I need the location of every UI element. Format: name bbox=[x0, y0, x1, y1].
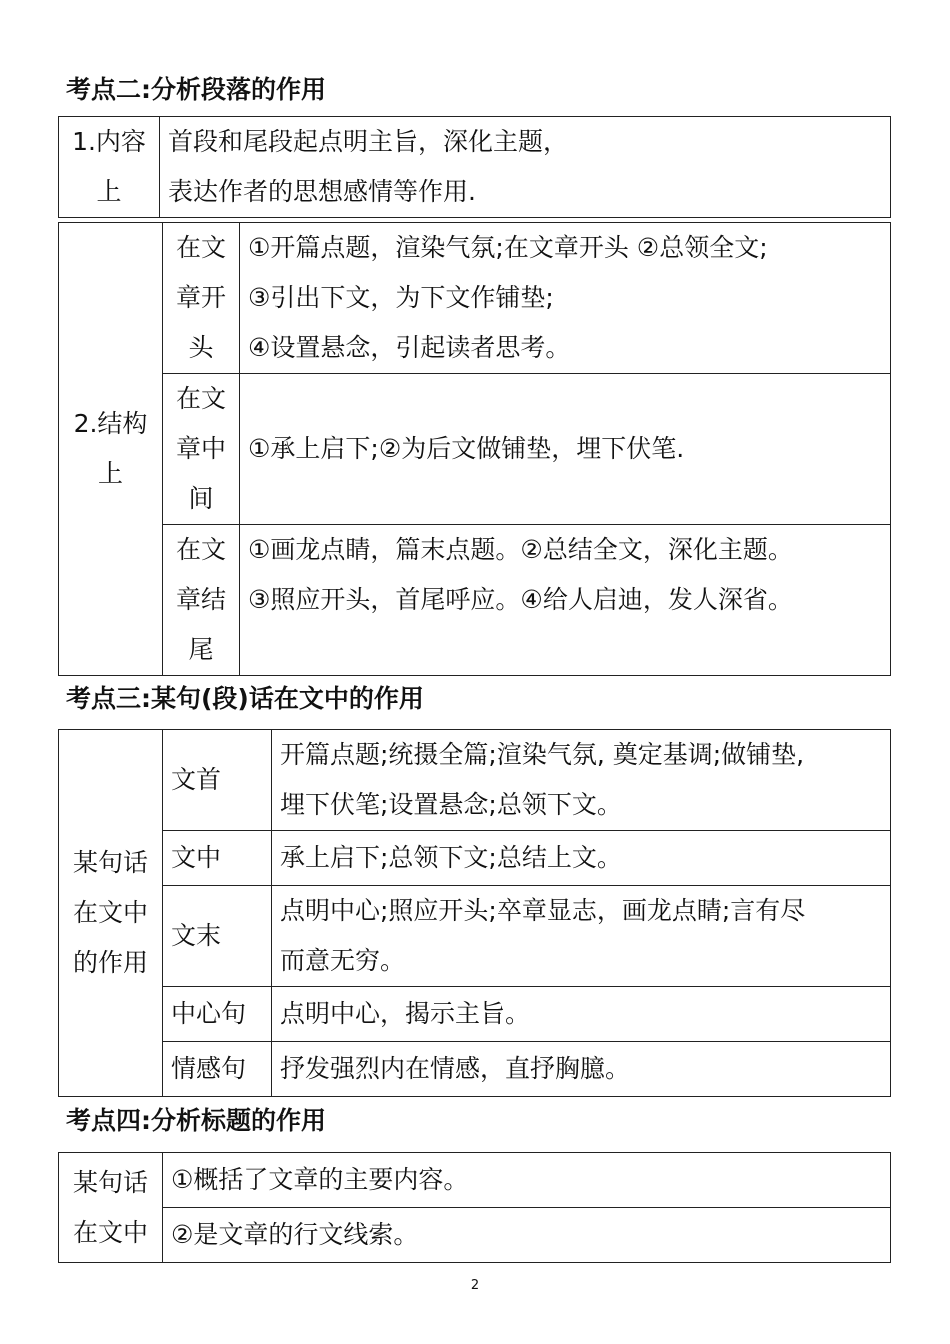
role-text bbox=[272, 1042, 891, 1097]
role-text-line: 点明中心，揭示主旨。 bbox=[280, 999, 531, 1028]
content-label bbox=[59, 117, 160, 218]
content-text bbox=[160, 117, 891, 218]
start-text-line1: ①开篇点题，渲染气氛;在文章开头 ②总领全文; bbox=[248, 233, 768, 262]
role-text bbox=[272, 987, 891, 1042]
role-text-line: 埋下伏笔;设置悬念;总领下文。 bbox=[280, 790, 622, 819]
end-text-line1: ①画龙点睛，篇末点题。②总结全文，深化主题。 bbox=[248, 535, 793, 564]
content-text-line1: 首段和尾段起点明主旨，深化主题， bbox=[168, 127, 569, 156]
middle-text bbox=[240, 374, 891, 525]
content-label-line2: 上 bbox=[96, 177, 122, 206]
position-end-l2: 章结 bbox=[175, 585, 226, 614]
sentence-role-table bbox=[58, 729, 891, 1097]
title-role-table bbox=[58, 1152, 891, 1263]
position-start-l2: 章开 bbox=[175, 283, 226, 312]
position-end-l1: 在文 bbox=[175, 535, 226, 564]
position-start-l1: 在文 bbox=[175, 233, 226, 262]
section3-title: 考点三:某句(段)话在文中的作用 bbox=[66, 684, 424, 713]
end-text bbox=[240, 525, 891, 676]
role-pos: 情感句 bbox=[163, 1042, 272, 1097]
role-text-line: 开篇点题;统摄全篇;渲染气氛, 奠定基调;做铺垫, bbox=[280, 740, 805, 769]
start-text-line3: ④设置悬念，引起读者思考。 bbox=[248, 333, 571, 362]
role-text-line: 而意无穷。 bbox=[280, 946, 406, 975]
middle-text-line1: ①承上启下;②为后文做铺垫，埋下伏笔. bbox=[248, 434, 685, 463]
position-middle-l2: 章中 bbox=[175, 434, 226, 463]
title-role-label-line1: 某句话 bbox=[72, 1167, 148, 1197]
role-text-line: 点明中心;照应开头;卒章显志，画龙点睛;言有尽 bbox=[280, 896, 806, 925]
structure-label-line1: 2.结构 bbox=[73, 409, 148, 438]
sentence-role-label-line1: 某句话 bbox=[72, 848, 148, 877]
section2-title: 考点二:分析段落的作用 bbox=[66, 75, 326, 104]
position-start bbox=[163, 223, 240, 374]
role-text bbox=[272, 831, 891, 886]
title-role-label-line2: 在文中 bbox=[72, 1217, 148, 1247]
page-number: 2 bbox=[470, 1278, 480, 1293]
structure-label bbox=[59, 223, 163, 676]
title-role-item: ②是文章的行文线索。 bbox=[163, 1208, 891, 1263]
position-end bbox=[163, 525, 240, 676]
position-start-l3: 头 bbox=[188, 333, 214, 362]
role-pos: 文中 bbox=[163, 831, 272, 886]
role-text bbox=[272, 730, 891, 831]
role-text bbox=[272, 886, 891, 987]
role-text-line: 承上启下;总领下文;总结上文。 bbox=[280, 843, 622, 872]
sentence-role-label bbox=[59, 730, 163, 1097]
start-text bbox=[240, 223, 891, 374]
title-role-item: ①概括了文章的主要内容。 bbox=[163, 1153, 891, 1208]
content-text-line2: 表达作者的思想感情等作用. bbox=[168, 177, 476, 206]
title-role-label bbox=[59, 1153, 163, 1263]
position-middle-l1: 在文 bbox=[175, 384, 226, 413]
end-text-line2: ③照应开头，首尾呼应。④给人启迪，发人深省。 bbox=[248, 585, 793, 614]
content-label-line1: 1.内容 bbox=[72, 127, 146, 156]
role-pos: 中心句 bbox=[163, 987, 272, 1042]
sentence-role-label-line3: 的作用 bbox=[72, 948, 148, 977]
sentence-role-label-line2: 在文中 bbox=[72, 898, 148, 927]
role-pos: 文首 bbox=[163, 730, 272, 831]
position-middle bbox=[163, 374, 240, 525]
content-table bbox=[58, 116, 891, 218]
role-pos: 文末 bbox=[163, 886, 272, 987]
role-text-line: 抒发强烈内在情感，直抒胸臆。 bbox=[280, 1054, 631, 1083]
position-middle-l3: 间 bbox=[188, 484, 214, 513]
section4-title: 考点四:分析标题的作用 bbox=[66, 1106, 326, 1135]
structure-table bbox=[58, 222, 891, 676]
structure-label-line2: 上 bbox=[97, 459, 123, 488]
start-text-line2: ③引出下文，为下文作铺垫; bbox=[248, 283, 554, 312]
position-end-l3: 尾 bbox=[188, 635, 214, 664]
